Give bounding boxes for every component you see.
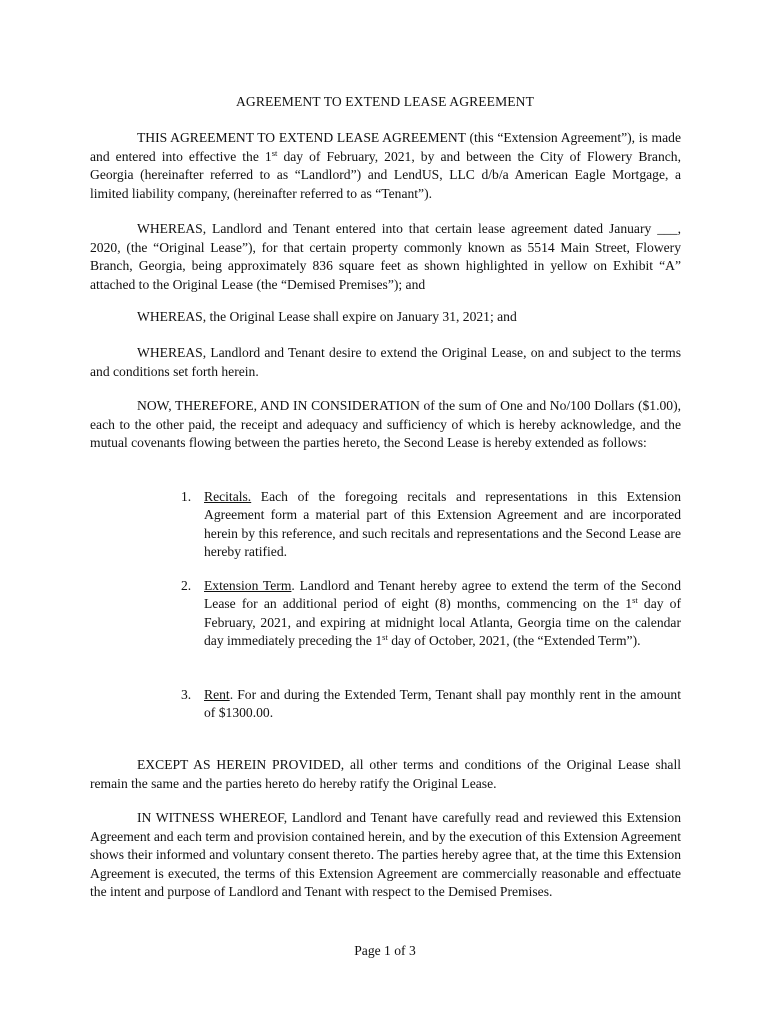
except-paragraph: EXCEPT AS HEREIN PROVIDED, all other terms and conditions of the Original Lease shall remain the same and the parties hereto do hereby ratify the Original Lease. [90, 757, 681, 791]
list-text-3: day of October, 2021, (the “Extended Term”). [387, 632, 641, 648]
list-text-2: day of February, 2021, and expiring at midnight local Atlanta, Georgia time on the calendar day immediately preceding the 1 [204, 596, 681, 648]
list-heading: Extension Term [204, 578, 292, 593]
witness-paragraph: IN WITNESS WHEREOF, Landlord and Tenant have carefully read and reviewed this Extension Agreement and each term and provision contained herein, and by the execution of this Extension Agreement shows their informed and voluntary consent thereto. The parties hereby agree that, at the time this Extension Agreement is executed, the terms of this Extension Agreement are commercially reasonable and effectuate the intent and purpose of Landlord and Tenant with respect to the Demised Premises. [90, 810, 681, 900]
intro-superscript: st [271, 147, 278, 158]
list-item-recitals [181, 488, 681, 561]
whereas-paragraph-3: WHEREAS, Landlord and Tenant desire to extend the Original Lease, on and subject to the terms and conditions set forth herein. [90, 345, 681, 379]
list-heading: Rent [204, 687, 230, 702]
list-body [204, 488, 681, 561]
list-number: 3. [181, 687, 192, 702]
whereas-paragraph-1: WHEREAS, Landlord and Tenant entered into that certain lease agreement dated January ___, 2020, (the “Original Lease”), for that certain property commonly known as 5514 Main Street, Flowery Branch, Georgia, being approximately 836 square feet as shown highlighted in yellow on Exhibit “A” attached to the Original Lease (the “Demised Premises”); and [90, 221, 681, 292]
list-item-rent [181, 686, 681, 723]
intro-text-1: THIS AGREEMENT TO EXTEND LEASE AGREEMENT (this “Extension Agreement”), is made and entered into effective the 1 [90, 130, 681, 164]
list-body [204, 577, 681, 650]
list-superscript-2: st [382, 631, 388, 642]
list-body [204, 686, 681, 723]
list-text-1: . Landlord and Tenant hereby agree to extend the term of the Second Lease for an additional period of eight (8) months, commencing on the 1 [204, 578, 681, 612]
list-text: Each of the foregoing recitals and representations in this Extension Agreement form a material part of this Extension Agreement and are incorporated herein by this reference, and such recitals and representations and the Second Lease are hereby ratified. [204, 489, 681, 559]
list-item-extension-term [181, 577, 681, 650]
list-text: . For and during the Extended Term, Tenant shall pay monthly rent in the amount of $1300.00. [204, 687, 681, 721]
page-number: Page 1 of 3 [354, 943, 416, 958]
document-title: AGREEMENT TO EXTEND LEASE AGREEMENT [235, 94, 534, 109]
now-therefore-paragraph: NOW, THEREFORE, AND IN CONSIDERATION of the sum of One and No/100 Dollars ($1.00), each to the other paid, the receipt and adequacy and sufficiency of which is hereby acknowledge, and the mutual covenants flowing between the parties hereto, the Second Lease is hereby extended as follows: [90, 398, 681, 451]
list-heading: Recitals. [204, 489, 252, 504]
list-number: 2. [181, 578, 192, 593]
whereas-paragraph-2: WHEREAS, the Original Lease shall expire on January 31, 2021; and [137, 309, 517, 324]
list-number: 1. [181, 489, 192, 504]
list-superscript-1: st [632, 595, 638, 606]
intro-text-2: day of February, 2021, by and between the City of Flowery Branch, Georgia (hereinafter referred to as “Landlord”) and LendUS, LLC d/b/a American Eagle Mortgage, a limited liability company, (hereinafter referred to as “Tenant”). [90, 148, 681, 201]
intro-paragraph [90, 129, 681, 203]
